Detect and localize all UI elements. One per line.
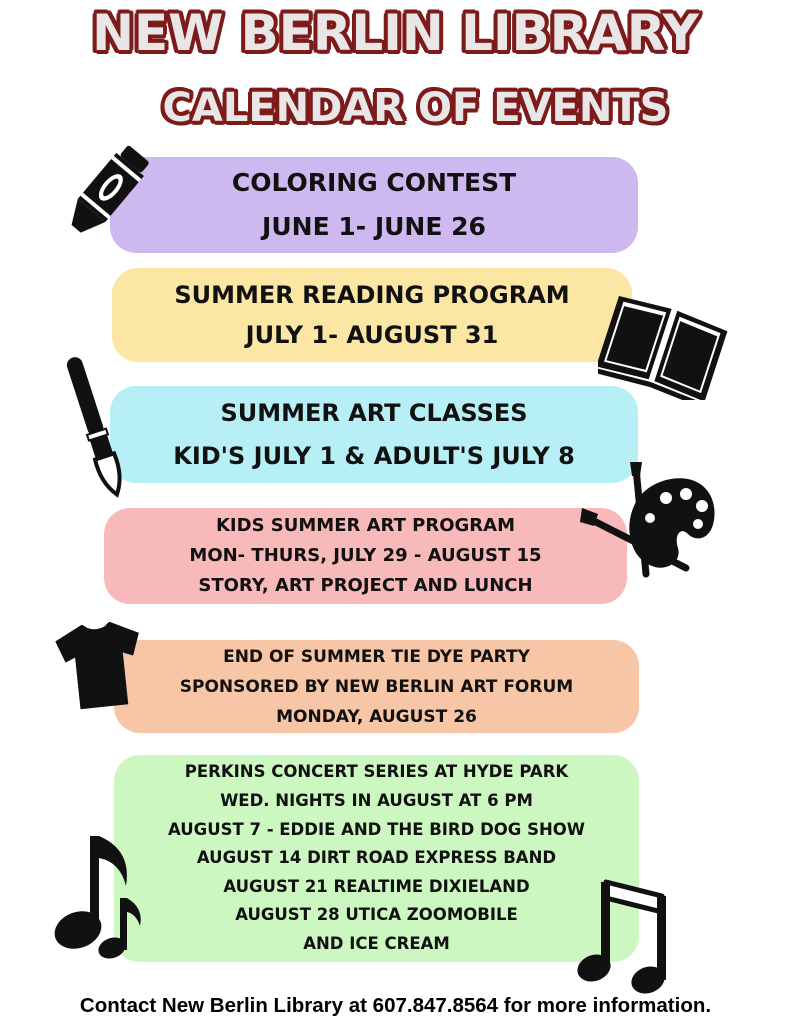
- event-line: WED. NIGHTS IN AUGUST AT 6 PM: [220, 791, 533, 811]
- event-line: SUMMER READING PROGRAM: [174, 281, 570, 309]
- page-subtitle: CALENDAR OF EVENTS: [162, 85, 669, 131]
- event-kids-art-program: [104, 508, 627, 604]
- event-line: STORY, ART PROJECT AND LUNCH: [198, 575, 533, 596]
- event-line: AUGUST 21 REALTIME DIXIELAND: [223, 876, 530, 896]
- event-line: AUGUST 14 DIRT ROAD EXPRESS BAND: [196, 848, 557, 868]
- event-line: KIDS SUMMER ART PROGRAM: [215, 515, 515, 536]
- crayon-icon: [55, 140, 160, 245]
- event-line: SPONSORED BY NEW BERLIN ART FORUM: [179, 676, 574, 697]
- event-line: SUMMER ART CLASSES: [220, 398, 528, 427]
- paintbrush-icon: [55, 352, 135, 502]
- tshirt-icon: [50, 615, 150, 715]
- palette-icon: [578, 462, 723, 582]
- event-summer-reading: [112, 268, 632, 362]
- event-line: COLORING CONTEST: [231, 168, 517, 197]
- event-art-classes: [110, 386, 638, 483]
- music-note-icon: [576, 872, 672, 1002]
- event-coloring-contest: [110, 157, 638, 253]
- event-line: PERKINS CONCERT SERIES AT HYDE PARK: [184, 762, 569, 782]
- page-title: NEW BERLIN LIBRARY: [92, 4, 699, 62]
- event-line: JUNE 1- JUNE 26: [262, 212, 486, 241]
- music-note-icon: [48, 828, 148, 968]
- event-concert-series: [114, 755, 639, 962]
- event-line: MON- THURS, JULY 29 - AUGUST 15: [189, 545, 542, 566]
- contact-footer: Contact New Berlin Library at 607.847.8564 for more information.: [79, 994, 712, 1017]
- event-line: MONDAY, AUGUST 26: [276, 706, 477, 727]
- event-tie-dye-party: [114, 640, 639, 733]
- open-book-icon: [598, 290, 728, 400]
- event-line: AND ICE CREAM: [303, 933, 450, 953]
- event-line: AUGUST 7 - EDDIE AND THE BIRD DOG SHOW: [167, 819, 585, 839]
- event-line: AUGUST 28 UTICA ZOOMOBILE: [235, 905, 518, 925]
- event-line: KID'S JULY 1 & ADULT'S JULY 8: [173, 441, 575, 470]
- event-line: JULY 1- AUGUST 31: [245, 321, 499, 349]
- event-line: END OF SUMMER TIE DYE PARTY: [223, 646, 530, 667]
